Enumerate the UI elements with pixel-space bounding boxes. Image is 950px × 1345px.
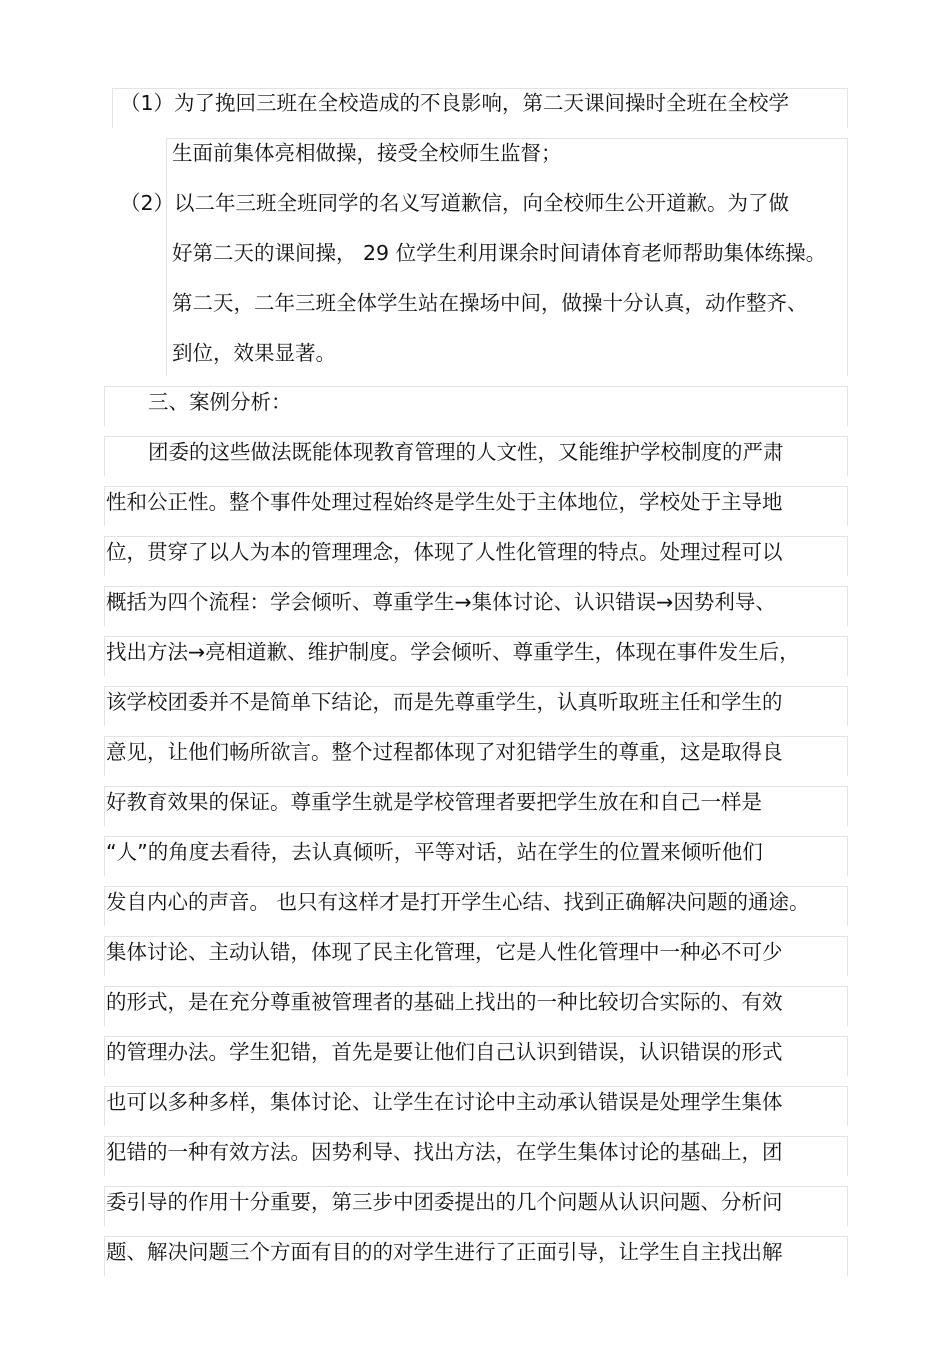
paragraph-line: 该学校团委并不是简单下结论，而是先尊重学生，认真听取班主任和学生的	[106, 690, 783, 714]
item2-line1: （2）以二年三班全班同学的名义写道歉信，向全校师生公开道歉。为了做	[120, 191, 790, 215]
paragraph-line: 性和公正性。整个事件处理过程始终是学生处于主体地位，学校处于主导地	[106, 490, 783, 514]
section-heading: 三、案例分析：	[148, 390, 292, 414]
paragraph-line: “人”的角度去看待，去认真倾听，平等对话，站在学生的位置来倾听他们	[106, 840, 763, 864]
paragraph-line: 团委的这些做法既能体现教育管理的人文性，又能维护学校制度的严肃	[148, 440, 784, 464]
paragraph-line: 题、解决问题三个方面有目的的对学生进行了正面引导，让学生自主找出解	[106, 1240, 783, 1264]
paragraph-line: 概括为四个流程：学会倾听、尊重学生→集体讨论、认识错误→因势利导、	[106, 590, 776, 614]
paragraph-line: 好教育效果的保证。尊重学生就是学校管理者要把学生放在和自己一样是	[106, 790, 762, 814]
item1-line1: （1）为了挽回三班在全校造成的不良影响，第二天课间操时全班在全校学	[120, 91, 790, 115]
item2-line3: 第二天，二年三班全体学生站在操场中间，做操十分认真，动作整齐、	[172, 291, 808, 315]
paragraph-line: 的管理办法。学生犯错，首先是要让他们自己认识到错误，认识错误的形式	[106, 1040, 783, 1064]
paragraph-line: 犯错的一种有效方法。因势利导、找出方法，在学生集体讨论的基础上，团	[106, 1140, 783, 1164]
paragraph-line: 委引导的作用十分重要，第三步中团委提出的几个问题从认识问题、分析问	[106, 1190, 783, 1214]
paragraph-line: 的形式，是在充分尊重被管理者的基础上找出的一种比较切合实际的、有效	[106, 990, 783, 1014]
paragraph-line: 意见，让他们畅所欲言。整个过程都体现了对犯错学生的尊重，这是取得良	[106, 740, 783, 764]
paragraph-line: 集体讨论、主动认错，体现了民主化管理，它是人性化管理中一种必不可少	[106, 940, 783, 964]
item2-line4: 到位，效果显著。	[172, 341, 336, 365]
item1-line2: 生面前集体亮相做操，接受全校师生监督；	[172, 141, 562, 165]
item2-line2: 好第二天的课间操， 29 位学生利用课余时间请体育老师帮助集体练操。	[172, 241, 827, 265]
paragraph-line: 位，贯穿了以人为本的管理理念，体现了人性化管理的特点。处理过程可以	[106, 540, 783, 564]
paragraph-line: 也可以多种多样，集体讨论、让学生在讨论中主动承认错误是处理学生集体	[106, 1090, 783, 1114]
paragraph-line: 找出方法→亮相道歉、维护制度。学会倾听、尊重学生，体现在事件发生后，	[106, 640, 800, 664]
paragraph-line: 发自内心的声音。 也只有这样才是打开学生心结、找到正确解决问题的通途。	[106, 890, 810, 914]
